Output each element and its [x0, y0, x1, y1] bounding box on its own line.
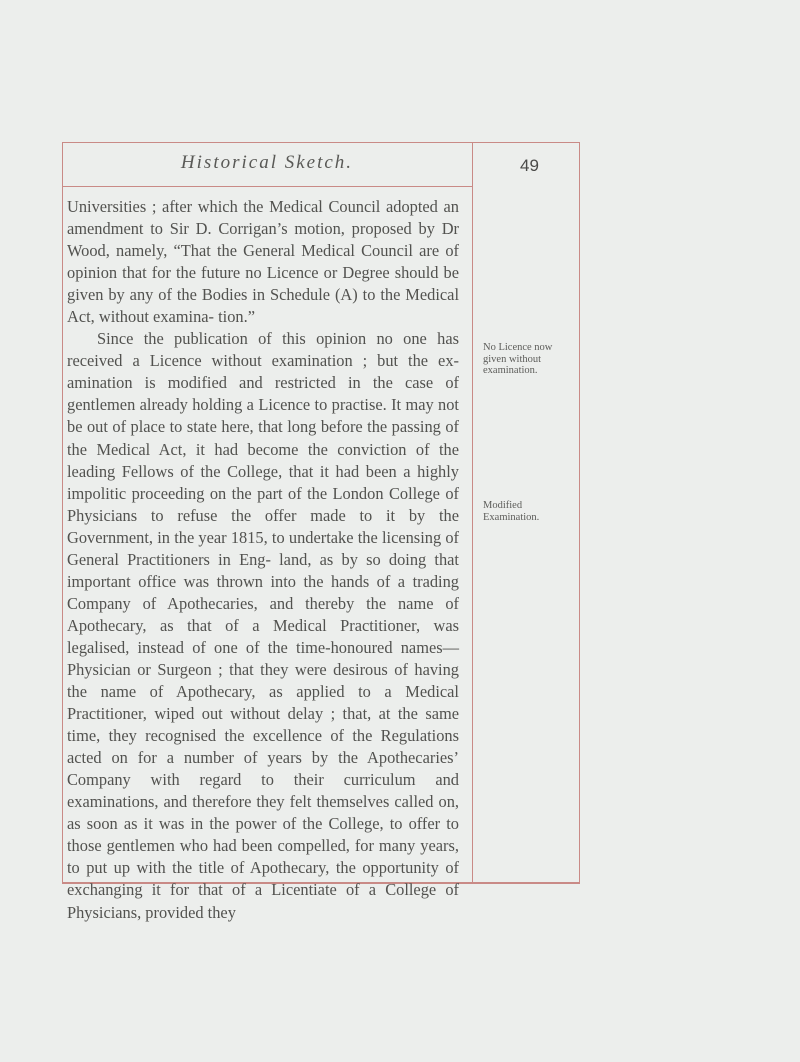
margin-note-modified-examination: Modified Examination. [483, 500, 540, 523]
margin-note-no-licence: No Licence now given without examination. [483, 342, 553, 376]
paragraph-2: Since the publication of this opinion no one has received a Licence without examination ; but the ex- amination is modified and restricted in the case of gentlemen already holding a Licence to practise. It may not be out of place to state here, that long before the passing of the Medical Act, it had become the conviction of the leading Fellows of the College, that it had been a highly impolitic proceeding on the part of the London College of Physicians to refuse the offer made to it by the Government, in the year 1815, to undertake the licensing of General Practitioners in Eng- land, as by so doing that important office was thrown into the hands of a trading Company of Apothecaries, and thereby the name of Apothecary, as that of a Medical Practitioner, was legalised, instead of one of the time-honoured names—Physician or Surgeon ; that they were desirous of having the name of Apothecary, as applied to a Medical Practitioner, wiped out without delay ; that, at the same time, they recognised the excellence of the Regulations acted on for a number of years by the Apothecaries’ Company with regard to their curriculum and examinations, and therefore they felt themselves called on, as soon as it was in the power of the College, to offer to those gentlemen who had been compelled, for many years, to put up with the title of Apothecary, the opportunity of exchanging it for that of a Licentiate of a College of Physicians, provided they [67, 329, 459, 922]
running-title: Historical Sketch. [180, 152, 354, 173]
margin-column-divider [472, 142, 473, 884]
body-text [67, 196, 459, 924]
paragraph-1: Universities ; after which the Medical Council adopted an amendment to Sir D. Corrigan’s motion, proposed by Dr Wood, namely, “That the General Medical Council are of opinion that for the future no Licence or Degree should be given by any of the Bodies in Schedule (A) to the Medical Act, without examina- tion.” [67, 197, 459, 327]
page-number: 49 [520, 156, 539, 175]
header-rule [62, 186, 472, 187]
